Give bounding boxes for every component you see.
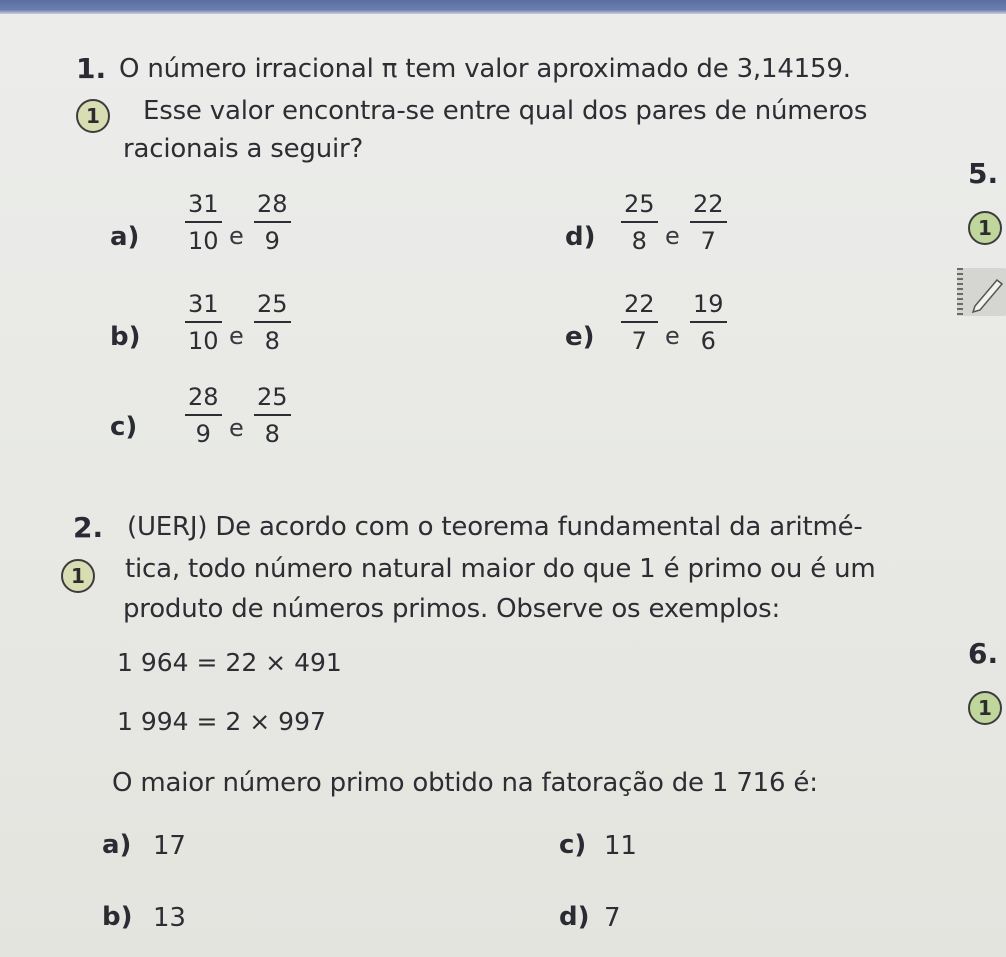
denominator: 7 [700,227,716,255]
q1-option-a-fraction1 [185,190,222,255]
fraction-bar [621,321,658,323]
numerator: 25 [257,290,288,318]
denominator: 10 [188,327,219,355]
q1-option-a-connector: e [229,222,244,250]
denominator: 8 [264,327,280,355]
page-top-band [0,0,1006,14]
fraction-bar [185,221,222,223]
q1-option-b-fraction2 [254,290,291,355]
fraction-bar [185,321,222,323]
numerator: 28 [257,190,288,218]
q2-option-a-value: 17 [153,831,186,861]
denominator: 9 [264,227,280,255]
fraction-bar [254,414,291,416]
denominator: 6 [700,327,716,355]
q1-option-d-fraction2 [690,190,727,255]
numerator: 19 [693,290,724,318]
q1-line1: O número irracional π tem valor aproximado de 3,14159. [119,54,851,84]
q2-option-d-label: d) [559,902,590,932]
q1-option-b-label: b) [110,322,141,352]
q1-option-e-connector: e [665,322,680,350]
fraction-bar [690,221,727,223]
q1-option-c-label: c) [110,412,138,442]
q2-example-2: 1 994 = 2 × 997 [117,707,326,736]
denominator: 9 [195,420,211,448]
notebook-pencil-icon [957,268,1006,316]
q2-line1: (UERJ) De acordo com o teorema fundamental da aritmé- [127,512,863,542]
q1-option-c-connector: e [229,414,244,442]
q1-option-e-label: e) [565,322,595,352]
q1-option-c-fraction1 [185,383,222,448]
q1-option-a-fraction2 [254,190,291,255]
q1-option-d-fraction1 [621,190,658,255]
q2-line3: produto de números primos. Observe os exemplos: [123,594,781,624]
numerator: 22 [693,190,724,218]
q5-level-badge: 1 [968,211,1002,245]
fraction-bar [254,321,291,323]
numerator: 25 [257,383,288,411]
q1-line3: racionais a seguir? [123,134,364,164]
q5-number: 5. [968,157,999,190]
denominator: 8 [264,420,280,448]
fraction-bar [254,221,291,223]
q1-option-e-fraction1 [621,290,658,355]
fraction-bar [621,221,658,223]
q1-option-c-fraction2 [254,383,291,448]
fraction-bar [185,414,222,416]
q1-option-d-label: d) [565,222,596,252]
q2-option-a-label: a) [102,830,132,860]
numerator: 22 [624,290,655,318]
q2-option-b-label: b) [102,902,133,932]
fraction-bar [690,321,727,323]
q2-question: O maior número primo obtido na fatoração de 1 716 é: [112,768,818,798]
q6-number: 6. [968,637,999,670]
q6-level-badge: 1 [968,691,1002,725]
numerator: 31 [188,290,219,318]
q1-line2: Esse valor encontra-se entre qual dos pares de números [143,96,868,126]
numerator: 25 [624,190,655,218]
q2-option-c-value: 11 [604,831,637,861]
q2-option-b-value: 13 [153,903,186,933]
numerator: 31 [188,190,219,218]
q1-number: 1. [76,52,107,85]
denominator: 7 [631,327,647,355]
q1-option-a-label: a) [110,222,140,252]
q1-level-badge: 1 [76,99,110,133]
q1-option-b-fraction1 [185,290,222,355]
q2-example-1: 1 964 = 22 × 491 [117,648,342,677]
q1-option-b-connector: e [229,322,244,350]
denominator: 8 [631,227,647,255]
pencil-icon [957,268,1006,316]
q2-option-c-label: c) [559,830,587,860]
q2-number: 2. [73,511,104,544]
q2-level-badge: 1 [61,559,95,593]
q1-option-d-connector: e [665,222,680,250]
q2-line2: tica, todo número natural maior do que 1 é primo ou é um [125,554,876,584]
q1-option-e-fraction2 [690,290,727,355]
numerator: 28 [188,383,219,411]
denominator: 10 [188,227,219,255]
q2-option-d-value: 7 [604,903,621,933]
